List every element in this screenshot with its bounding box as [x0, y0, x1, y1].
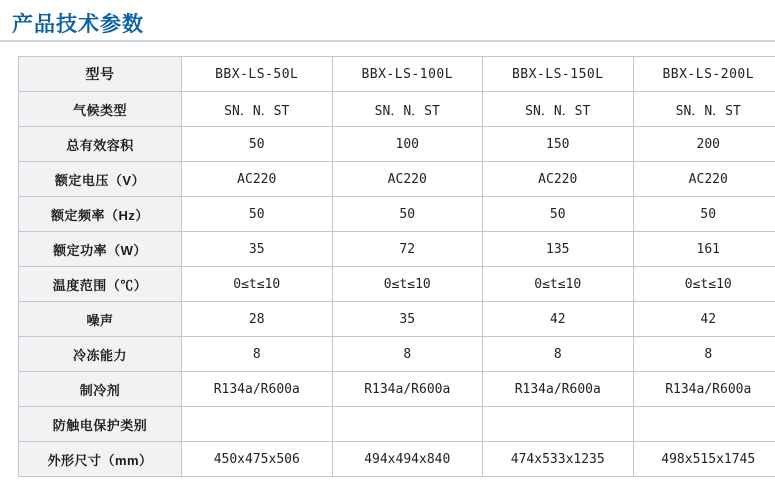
table-row: [19, 232, 775, 267]
table-cell: 50: [332, 197, 483, 232]
table-cell: 135: [483, 232, 634, 267]
table-cell: 35: [182, 232, 333, 267]
table-cell: 42: [633, 302, 775, 337]
row-label: 气候类型: [19, 92, 182, 127]
table-cell: AC220: [483, 162, 634, 197]
table-row: [19, 197, 775, 232]
table-cell: 0≤t≤10: [633, 267, 775, 302]
table-cell: 28: [182, 302, 333, 337]
table-cell: 0≤t≤10: [182, 267, 333, 302]
table-cell: 474x533x1235: [483, 442, 634, 477]
table-cell: 0≤t≤10: [332, 267, 483, 302]
table-cell: 200: [633, 127, 775, 162]
table-cell: 8: [633, 337, 775, 372]
spec-table: [18, 56, 775, 477]
row-label: 防触电保护类别: [19, 407, 182, 442]
table-cell: 42: [483, 302, 634, 337]
table-cell: SN．N．ST: [483, 92, 634, 127]
table-cell: SN．N．ST: [633, 92, 775, 127]
title-divider: [0, 40, 775, 42]
row-label: 额定功率（W）: [19, 232, 182, 267]
row-label: 额定频率（Hz）: [19, 197, 182, 232]
page-title: 产品技术参数: [12, 13, 144, 36]
row-label: 制冷剂: [19, 372, 182, 407]
table-cell: 8: [332, 337, 483, 372]
table-cell: [182, 407, 333, 442]
table-row: [19, 302, 775, 337]
table-cell: 494x494x840: [332, 442, 483, 477]
table-cell: 50: [483, 197, 634, 232]
table-cell: BBX-LS-200L: [633, 57, 775, 92]
table-cell: 150: [483, 127, 634, 162]
table-cell: AC220: [332, 162, 483, 197]
table-row: [19, 407, 775, 442]
table-row: [19, 267, 775, 302]
table-cell: [633, 407, 775, 442]
row-label: 额定电压（V）: [19, 162, 182, 197]
row-label: 噪声: [19, 302, 182, 337]
table-row: [19, 372, 775, 407]
table-cell: R134a/R600a: [633, 372, 775, 407]
table-row: [19, 337, 775, 372]
table-cell: 72: [332, 232, 483, 267]
table-row: [19, 92, 775, 127]
row-label: 总有效容积: [19, 127, 182, 162]
table-cell: BBX-LS-150L: [483, 57, 634, 92]
spec-table-container: [18, 56, 758, 477]
table-row: [19, 442, 775, 477]
table-cell: 8: [182, 337, 333, 372]
table-cell: 50: [182, 127, 333, 162]
table-cell: AC220: [633, 162, 775, 197]
table-cell: 50: [633, 197, 775, 232]
row-label: 型号: [19, 57, 182, 92]
table-row: [19, 57, 775, 92]
table-cell: [332, 407, 483, 442]
table-cell: 100: [332, 127, 483, 162]
table-cell: 8: [483, 337, 634, 372]
table-cell: 50: [182, 197, 333, 232]
table-row: [19, 162, 775, 197]
table-cell: 161: [633, 232, 775, 267]
row-label: 温度范围（℃）: [19, 267, 182, 302]
table-cell: R134a/R600a: [332, 372, 483, 407]
table-cell: 498x515x1745: [633, 442, 775, 477]
table-row: [19, 127, 775, 162]
table-cell: 450x475x506: [182, 442, 333, 477]
row-label: 外形尺寸（mm）: [19, 442, 182, 477]
table-cell: [483, 407, 634, 442]
table-cell: SN．N．ST: [182, 92, 333, 127]
row-label: 冷冻能力: [19, 337, 182, 372]
table-cell: BBX-LS-50L: [182, 57, 333, 92]
table-cell: 35: [332, 302, 483, 337]
table-cell: AC220: [182, 162, 333, 197]
table-cell: BBX-LS-100L: [332, 57, 483, 92]
table-cell: SN．N．ST: [332, 92, 483, 127]
table-cell: R134a/R600a: [182, 372, 333, 407]
table-cell: R134a/R600a: [483, 372, 634, 407]
table-cell: 0≤t≤10: [483, 267, 634, 302]
